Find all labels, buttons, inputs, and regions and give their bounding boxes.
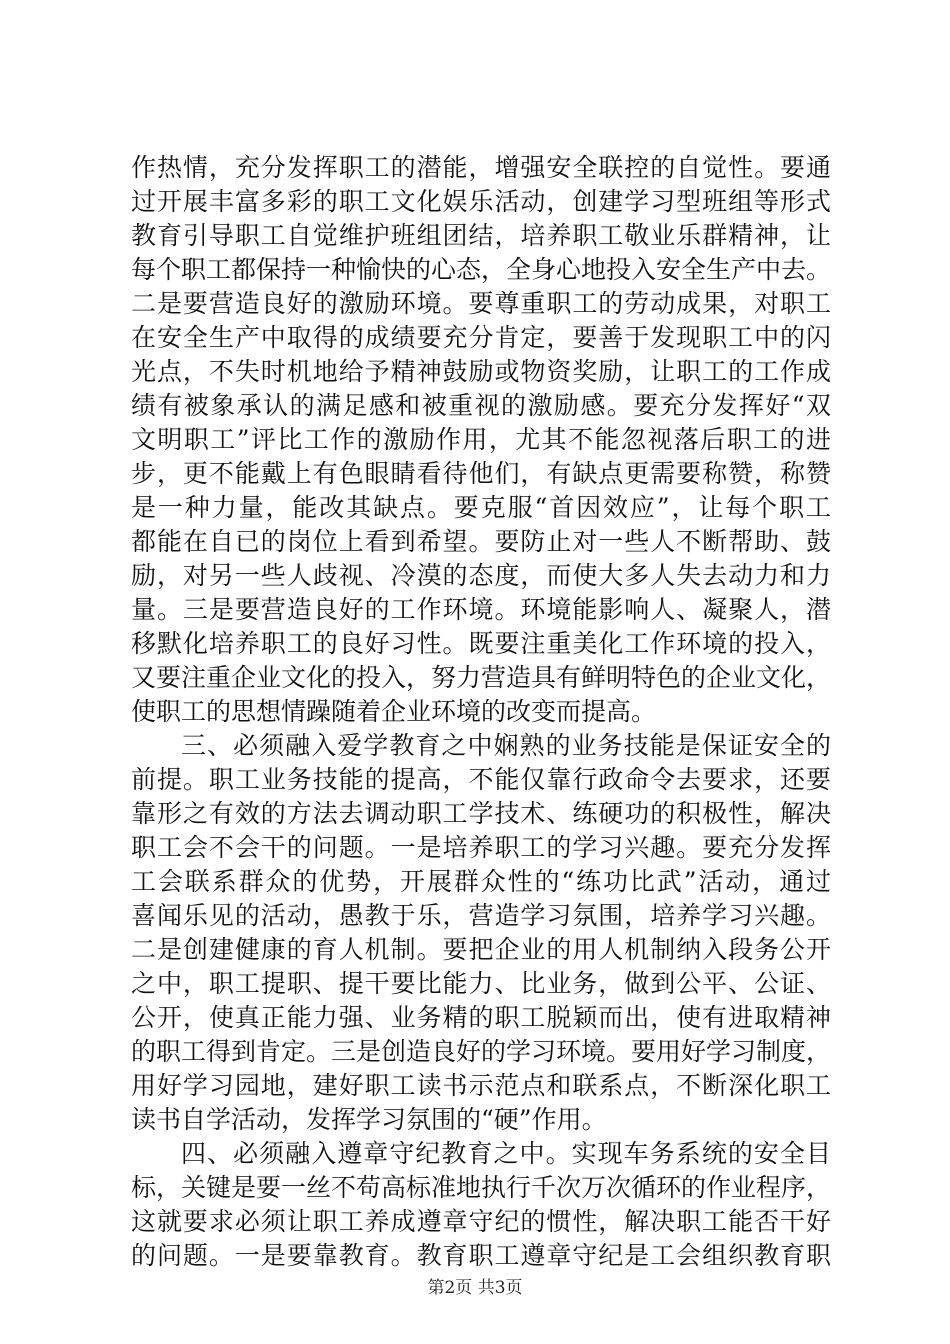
text-line: 这就要求必须让职工养成遵章守纪的惯性，解决职工能否干好	[131, 1207, 831, 1236]
text-line: 职工会不会干的问题。一是培养职工的学习兴趣。要充分发挥	[131, 833, 831, 862]
text-line: 二是要营造良好的激励环境。要尊重职工的劳动成果，对职工	[131, 289, 831, 318]
text-line: 每个职工都保持一种愉快的心态，全身心地投入安全生产中去。	[131, 255, 832, 284]
text-line: 的问题。一是要靠教育。教育职工遵章守纪是工会组织教育职	[131, 1241, 831, 1270]
text-line: 用好学习园地，建好职工读书示范点和联系点，不断深化职工	[131, 1071, 831, 1100]
text-line: 使职工的思想情躁随着企业环境的改变而提高。	[131, 697, 657, 726]
text-line: 工会联系群众的优势，开展群众性的“练功比武”活动，通过	[131, 867, 831, 896]
text-line: 是一种力量，能改其缺点。要克服“首因效应”，让每个职工	[131, 493, 831, 522]
text-line: 又要注重企业文化的投入，努力营造具有鲜明特色的企业文化，	[131, 663, 832, 692]
text-line: 标，关键是要一丝不苟高标准地执行千次万次循环的作业程序，	[131, 1173, 832, 1202]
text-line: 二是创建健康的育人机制。要把企业的用人机制纳入段务公开	[131, 935, 831, 964]
document-body	[131, 151, 831, 1273]
text-line: 量。三是要营造良好的工作环境。环境能影响人、凝聚人，潜	[131, 595, 831, 624]
text-line: 教育引导职工自觉维护班组团结，培养职工敬业乐群精神，让	[131, 221, 831, 250]
text-line: 之中，职工提职、提干要比能力、比业务，做到公平、公证、	[131, 969, 831, 998]
text-line: 的职工得到肯定。三是创造良好的学习环境。要用好学习制度，	[131, 1037, 832, 1066]
text-line: 公开，使真正能力强、业务精的职工脱颖而出，使有进取精神	[131, 1003, 831, 1032]
text-line: 步，更不能戴上有色眼睛看待他们，有缺点更需要称赞，称赞	[131, 459, 831, 488]
text-line: 读书自学活动，发挥学习氛围的“硬”作用。	[131, 1105, 607, 1134]
text-line: 移默化培养职工的良好习性。既要注重美化工作环境的投入，	[131, 629, 831, 658]
text-line: 过开展丰富多彩的职工文化娱乐活动，创建学习型班组等形式	[131, 187, 831, 216]
text-line: 前提。职工业务技能的提高，不能仅靠行政命令去要求，还要	[131, 765, 831, 794]
text-line: 三、必须融入爱学教育之中娴熟的业务技能是保证安全的	[181, 731, 831, 760]
text-line: 在安全生产中取得的成绩要充分肯定，要善于发现职工中的闪	[131, 323, 831, 352]
text-line: 四、必须融入遵章守纪教育之中。实现车务系统的安全目	[181, 1139, 831, 1168]
text-line: 都能在自已的岗位上看到希望。要防止对一些人不断帮助、鼓	[131, 527, 831, 556]
text-line: 喜闻乐见的活动，愚教于乐，营造学习氛围，培养学习兴趣。	[131, 901, 831, 930]
text-line: 绩有被象承认的满足感和被重视的激励感。要充分发挥好“双	[131, 391, 831, 420]
page-footer: 第2页 共3页	[427, 1278, 523, 1298]
text-line: 作热情，充分发挥职工的潜能，增强安全联控的自觉性。要通	[131, 153, 831, 182]
text-line: 靠形之有效的方法去调动职工学技术、练硬功的积极性，解决	[131, 799, 831, 828]
text-line: 文明职工”评比工作的激励作用，尤其不能忽视落后职工的进	[131, 425, 831, 454]
text-line: 光点，不失时机地给予精神鼓励或物资奖励，让职工的工作成	[131, 357, 831, 386]
text-line: 励，对另一些人歧视、冷漠的态度，而使大多人失去动力和力	[131, 561, 831, 590]
